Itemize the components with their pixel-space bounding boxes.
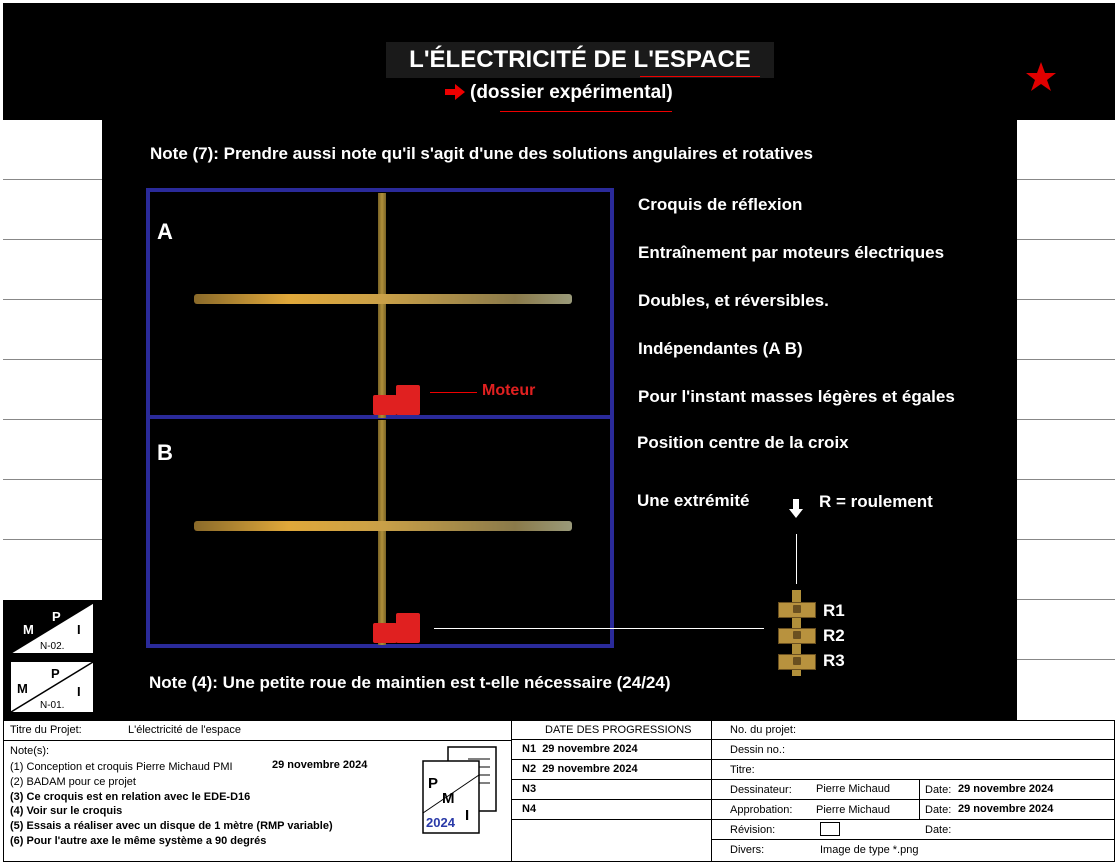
desc-line-1: Croquis de réflexion	[638, 195, 803, 214]
note-4: Note (4): Une petite roue de maintien est t-elle nécessaire (24/24)	[149, 673, 671, 692]
desc-line-6: Position centre de la croix	[637, 433, 849, 452]
note-line-6: (6) Pour l'autre axe le même système a 90 degrés	[10, 835, 267, 847]
axle-b	[378, 420, 386, 645]
progression-n1: N1 29 novembre 2024	[522, 743, 638, 755]
desc-line-3: Doubles, et réversibles.	[638, 291, 829, 310]
approval-date-label: Date:	[925, 804, 952, 816]
misc-label: Divers:	[730, 844, 765, 856]
note-line-4: (4) Voir sur le croquis	[10, 805, 123, 817]
note-line-1: (1) Conception et croquis Pierre Michaud PMI	[10, 761, 233, 773]
note-line-5: (5) Essais a réaliser avec un disque de 1 mètre (RMP variable)	[10, 820, 333, 832]
bearing-r3	[778, 654, 816, 670]
desc-line-7: Une extrémité	[637, 491, 750, 510]
motor-a	[396, 385, 420, 415]
progressions-header: DATE DES PROGRESSIONS	[545, 724, 692, 736]
project-title-label: Titre du Projet:	[10, 724, 82, 736]
bearing-label-r1: R1	[823, 601, 845, 620]
bearing-label-r2: R2	[823, 626, 845, 645]
left-margin-strip	[3, 120, 102, 600]
drawing-no-label: Dessin no.:	[730, 744, 786, 756]
progression-n3: N3	[522, 783, 537, 795]
title-label: Titre:	[730, 764, 755, 776]
bearing-r2	[778, 628, 816, 644]
note-line-3: (3) Ce croquis est en relation avec le EDE-D16	[10, 791, 251, 803]
bearing-r1	[778, 602, 816, 618]
approval-date: 29 novembre 2024	[958, 803, 1054, 815]
progression-n2: N2 29 novembre 2024	[522, 763, 638, 775]
note-line-1-date: 29 novembre 2024	[272, 759, 368, 771]
motor-b	[396, 613, 420, 643]
notes-label: Note(s):	[10, 745, 50, 757]
progression-n4: N4	[522, 803, 537, 815]
bearing-label-r3: R3	[823, 651, 845, 670]
designer-value: Pierre Michaud	[816, 783, 890, 795]
page-title: L'ÉLECTRICITÉ DE L'ESPACE	[386, 42, 774, 78]
note-7: Note (7): Prendre aussi note qu'il s'agit d'une des solutions angulaires et rotatives	[150, 144, 813, 163]
revision-checkbox[interactable]	[820, 822, 840, 836]
arrow-right-icon	[445, 84, 465, 105]
motor-b-small	[373, 623, 397, 643]
right-margin-strip	[1017, 120, 1115, 720]
label-b: B	[157, 440, 173, 465]
designer-date: 29 novembre 2024	[958, 783, 1054, 795]
note-line-2: (2) BADAM pour ce projet	[10, 776, 136, 788]
misc-value: Image de type *.png	[820, 844, 919, 856]
pmi-logo: P M I 2024	[420, 745, 500, 835]
revision-label: Révision:	[730, 824, 776, 836]
pmi-tile-n01: M P I N-01.	[9, 660, 95, 714]
label-a: A	[157, 219, 173, 244]
desc-line-5: Pour l'instant masses légères et égales	[638, 387, 955, 406]
star-icon	[1025, 61, 1057, 98]
arm-b	[194, 521, 572, 531]
desc-line-4: Indépendantes (A B)	[638, 339, 803, 358]
designer-date-label: Date:	[925, 784, 952, 796]
approval-label: Approbation:	[730, 804, 793, 816]
motor-label: Moteur	[482, 382, 536, 399]
pmi-tile-n02: M P I N-02.	[9, 601, 95, 655]
designer-label: Dessinateur:	[730, 784, 792, 796]
approval-value: Pierre Michaud	[816, 804, 890, 816]
axle-a	[378, 193, 386, 418]
desc-line-2: Entraînement par moteurs électriques	[638, 243, 945, 262]
project-title-value: L'électricité de l'espace	[128, 724, 242, 736]
project-no-label: No. du projet:	[730, 724, 797, 736]
motor-a-small	[373, 395, 397, 415]
desc-line-8: R = roulement	[819, 492, 933, 511]
page-subtitle: (dossier expérimental)	[470, 82, 673, 103]
arm-a	[194, 294, 572, 304]
arrow-down-icon	[789, 499, 803, 524]
revision-date-label: Date:	[925, 824, 952, 836]
